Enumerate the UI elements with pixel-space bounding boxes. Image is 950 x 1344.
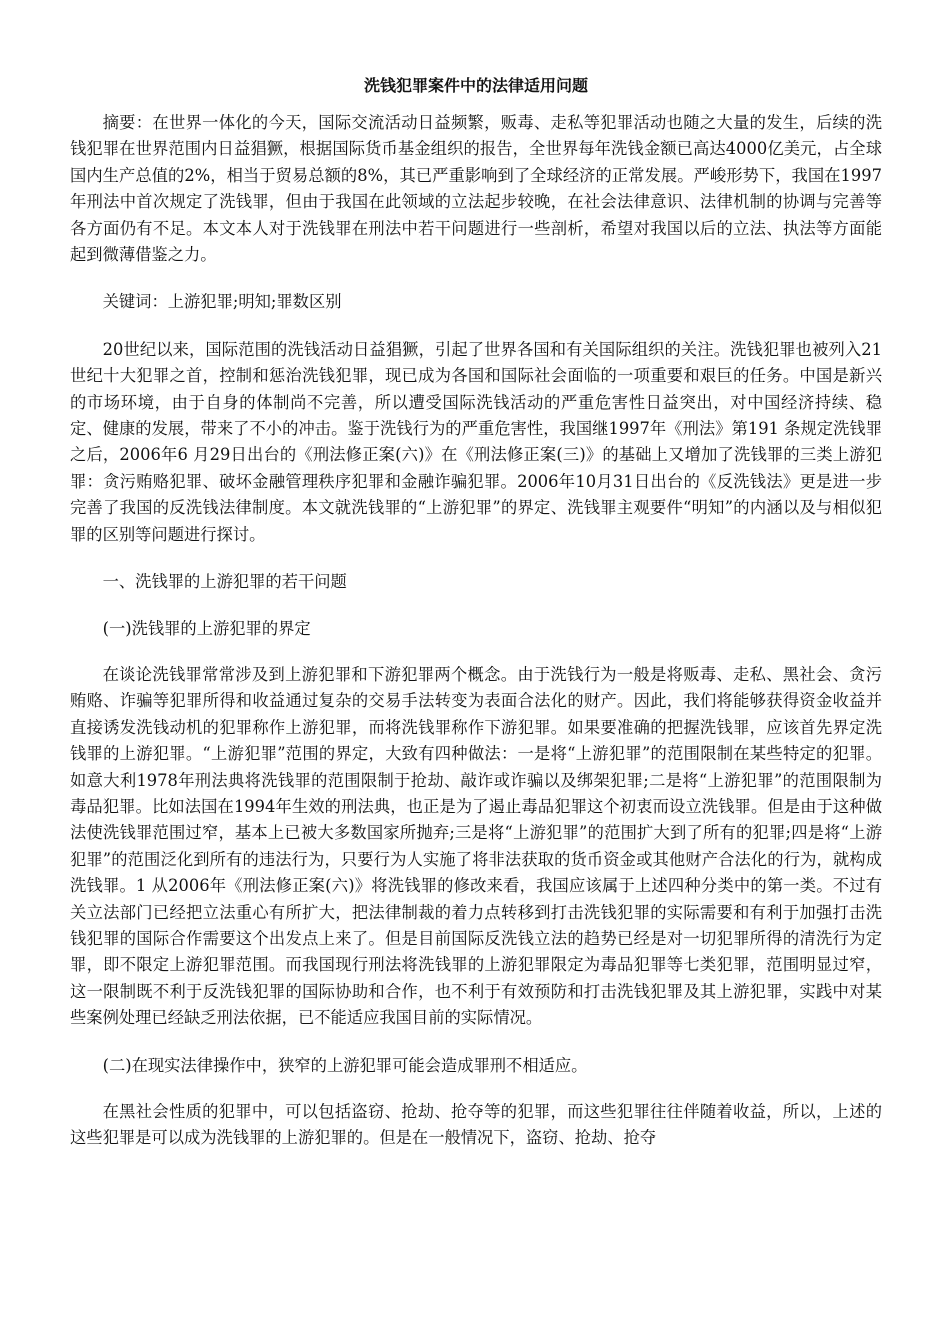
introduction-paragraph: 20世纪以来，国际范围的洗钱活动日益猖獗，引起了世界各国和有关国际组织的关注。洗钱犯罪也被列入21世纪十大犯罪之首，控制和惩治洗钱犯罪，现已成为各国和国际社会面临的一项重要和艰巨的任务。中国是新兴的市场环境，由于自身的体制尚不完善，所以遭受国际洗钱活动的严重危害性日益突出，对中国经济持续、稳定、健康的发展，带来了不小的冲击。鉴于洗钱行为的严重危害性，我国继1997年《刑法》第191 条规定洗钱罪之后，2006年6 月29日出台的《刑法修正案(六)》在《刑法修正案(三)》的基础上又增加了洗钱罪的三类上游犯罪：贪污贿赂犯罪、破坏金融管理秩序犯罪和金融诈骗犯罪。2006年10月31日出台的《反洗钱法》更是进一步完善了我国的反洗钱法律制度。本文就洗钱罪的“上游犯罪”的界定、洗钱罪主观要件“明知”的内涵以及与相似犯罪的区别等问题进行探讨。 xyxy=(70,339,882,544)
section-heading: 一、洗钱罪的上游犯罪的若干问题 xyxy=(102,572,347,592)
keywords-paragraph: 关键词：上游犯罪;明知;罪数区别 xyxy=(102,292,342,312)
body-paragraph: 在黑社会性质的犯罪中，可以包括盗窃、抢劫、抢夺等的犯罪，而这些犯罪往往伴随着收益，所以，上述的这些犯罪是可以成为洗钱罪的上游犯罪的。但是在一般情况下，盗窃、抢劫、抢夺 xyxy=(70,1102,882,1148)
subsection-heading: (一)洗钱罪的上游犯罪的界定 xyxy=(102,618,311,638)
body-paragraph: 在谈论洗钱罪常常涉及到上游犯罪和下游犯罪两个概念。由于洗钱行为一般是将贩毒、走私、黑社会、贪污贿赂、诈骗等犯罪所得和收益通过复杂的交易手法转变为表面合法化的财产。因此，我们将能够获得资金收益并直接诱发洗钱动机的犯罪称作上游犯罪，而将洗钱罪称作下游犯罪。如果要准确的把握洗钱罪，应该首先界定洗钱罪的上游犯罪。“上游犯罪”范围的界定，大致有四种做法：一是将“上游犯罪”的范围限制在某些特定的犯罪。如意大利1978年刑法典将洗钱罪的范围限制于抢劫、敲诈或诈骗以及绑架犯罪;二是将“上游犯罪”的范围限制为毒品犯罪。比如法国在1994年生效的刑法典，也正是为了遏止毒品犯罪这个初衷而设立洗钱罪。但是由于这种做法使洗钱罪范围过窄，基本上已被大多数国家所抛弃;三是将“上游犯罪”的范围扩大到了所有的犯罪;四是将“上游犯罪”的范围泛化到所有的违法行为，只要行为人实施了将非法获取的货币资金或其他财产合法化的行为，就构成洗钱罪。1 从2006年《刑法修正案(六)》将洗钱罪的修改来看，我国应该属于上述四种分类中的第一类。不过有关立法部门已经把立法重心有所扩大，把法律制裁的着力点转移到打击洗钱犯罪的实际需要和有利于加强打击洗钱犯罪的国际合作需要这个出发点上来了。但是目前国际反洗钱立法的趋势已经是对一切犯罪所得的清洗行为定罪，即不限定上游犯罪范围。而我国现行刑法将洗钱罪的上游犯罪限定为毒品犯罪等七类犯罪，范围明显过窄，这一限制既不利于反洗钱犯罪的国际协助和合作，也不利于有效预防和打击洗钱犯罪及其上游犯罪，实践中对某些案例处理已经缺乏刑法依据，已不能适应我国目前的实际情况。 xyxy=(70,664,882,1028)
document-title: 洗钱犯罪案件中的法律适用问题 xyxy=(363,76,588,95)
subsection-heading: (二)在现实法律操作中，狭窄的上游犯罪可能会造成罪刑不相适应。 xyxy=(102,1055,588,1075)
document-page xyxy=(70,72,882,1173)
abstract-paragraph: 摘要：在世界一体化的今天，国际交流活动日益频繁，贩毒、走私等犯罪活动也随之大量的发生，后续的洗钱犯罪在世界范围内日益猖獗，根据国际货币基金组织的报告，全世界每年洗钱金额已高达4000亿美元，占全球国内生产总值的2%，相当于贸易总额的8%，其已严重影响到了全球经济的正常发展。严峻形势下，我国在1997年刑法中首次规定了洗钱罪，但由于我国在此领域的立法起步较晚，在社会法律意识、法律机制的协调与完善等各方面仍有不足。本文本人对于洗钱罪在刑法中若干问题进行一些剖析，希望对我国以后的立法、执法等方面能起到微薄借鉴之力。 xyxy=(70,113,882,265)
